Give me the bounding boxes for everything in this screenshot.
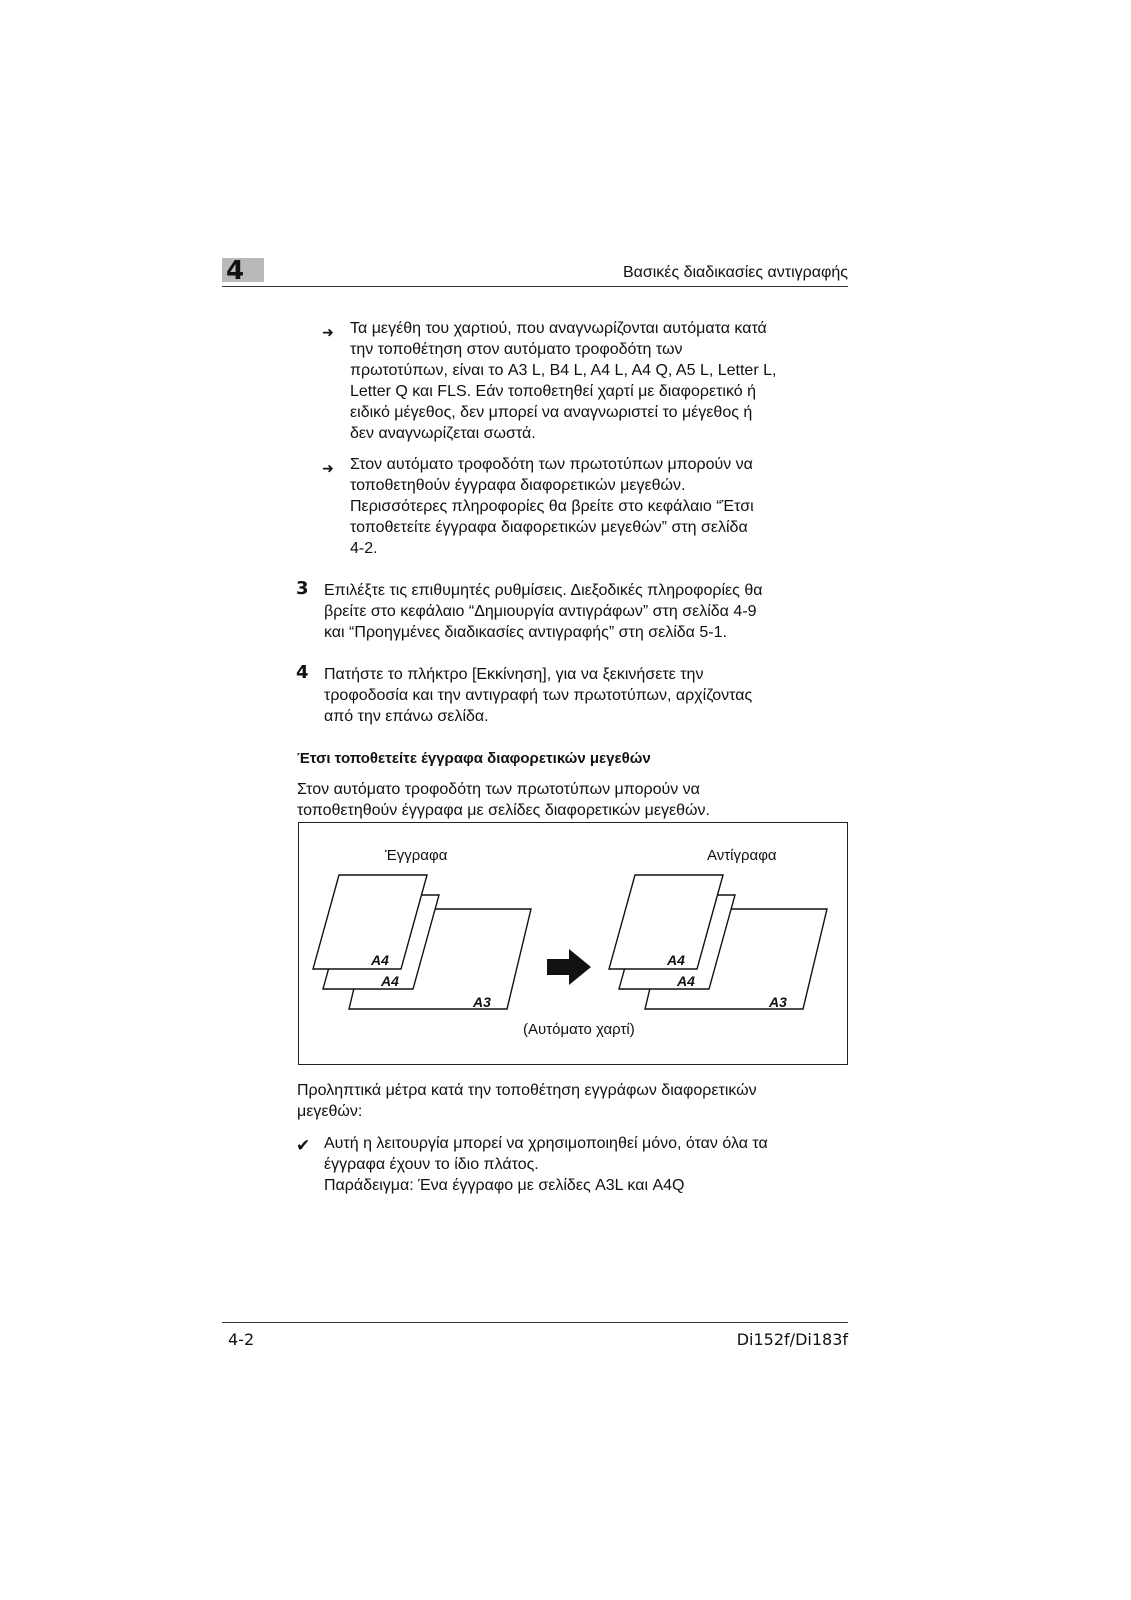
sheet-label-a4: A4 [667, 952, 685, 968]
text-line: Letter Q και FLS. Εάν τοποθετηθεί χαρτί με διαφορετικό ή [350, 383, 757, 400]
precautions-intro [297, 1080, 757, 1122]
text-line: έγγραφα έχουν το ίδιο πλάτος. [324, 1156, 539, 1173]
figure-caption: (Αυτόματο χαρτί) [523, 1021, 635, 1038]
text-line: ειδικό μέγεθος, δεν μπορεί να αναγνωριστεί το μέγεθος ή [350, 404, 753, 421]
bullet-paragraph-2 [350, 454, 754, 559]
text-line: Παράδειγμα: Ένα έγγραφο με σελίδες A3L και A4Q [324, 1177, 685, 1194]
text-line: πρωτοτύπων, είναι το A3 L, B4 L, A4 L, A4 Q, A5 L, Letter L, [350, 362, 777, 379]
mixed-size-originals-figure [298, 822, 848, 1065]
figure-drawing [299, 823, 847, 1064]
text-line: 4-2. [350, 540, 378, 557]
text-line: τοποθετηθούν έγγραφα με σελίδες διαφορετικών μεγεθών. [297, 802, 710, 819]
sheet-label-a3: A3 [473, 994, 491, 1010]
arrow-bullet-icon: ➜ [322, 324, 334, 340]
running-header-title: Βασικές διαδικασίες αντιγραφής [622, 264, 848, 281]
text-line: τοποθετηθούν έγγραφα διαφορετικών μεγεθών. [350, 477, 686, 494]
text-line: Επιλέξτε τις επιθυμητές ρυθμίσεις. Διεξοδικές πληροφορίες θα [324, 582, 763, 599]
sheet-label-a4: A4 [381, 973, 399, 989]
text-line: τροφοδοσία και την αντιγραφή των πρωτοτύπων, αρχίζοντας [324, 687, 753, 704]
step-number-4: 4 [296, 662, 309, 683]
step-3-text [324, 580, 762, 643]
precaution-item [324, 1133, 768, 1196]
sheet-label-a3: A3 [769, 994, 787, 1010]
step-4-text [324, 664, 752, 727]
figure-label-originals: Έγγραφα [385, 847, 448, 864]
sheet-label-a4: A4 [371, 952, 389, 968]
text-line: μεγεθών: [297, 1103, 363, 1120]
page-number: 4-2 [228, 1330, 255, 1349]
text-line: Στον αυτόματο τροφοδότη των πρωτοτύπων μπορούν να [297, 781, 700, 798]
checkmark-icon: ✔ [296, 1136, 311, 1155]
sheet-label-a4: A4 [677, 973, 695, 989]
bullet-paragraph-1 [350, 318, 776, 444]
text-line: δεν αναγνωρίζεται σωστά. [350, 425, 536, 442]
section-intro [297, 779, 710, 821]
text-line: Στον αυτόματο τροφοδότη των πρωτοτύπων μπορούν να [350, 456, 753, 473]
text-line: την τοποθέτηση στον αυτόματο τροφοδότη των [350, 341, 683, 358]
chapter-number: 4 [226, 256, 245, 286]
right-arrow-icon [547, 949, 591, 985]
text-line: Περισσότερες πληροφορίες θα βρείτε στο κεφάλαιο “Έτσι [350, 498, 754, 515]
text-line: Αυτή η λειτουργία μπορεί να χρησιμοποιηθεί μόνο, όταν όλα τα [324, 1135, 768, 1152]
figure-label-copies: Αντίγραφα [707, 847, 777, 864]
text-line: Προληπτικά μέτρα κατά την τοποθέτηση εγγράφων διαφορετικών [297, 1082, 757, 1099]
text-line: και “Προηγμένες διαδικασίες αντιγραφής” στη σελίδα 5-1. [324, 624, 727, 641]
model-name: Di152f/Di183f [736, 1330, 848, 1349]
header-rule [222, 286, 848, 287]
footer-rule [222, 1322, 848, 1323]
section-heading: Έτσι τοποθετείτε έγγραφα διαφορετικών μεγεθών [297, 750, 651, 767]
text-line: τοποθετείτε έγγραφα διαφορετικών μεγεθών” στη σελίδα [350, 519, 748, 536]
step-number-3: 3 [296, 578, 309, 599]
arrow-bullet-icon: ➜ [322, 460, 334, 476]
text-line: Πατήστε το πλήκτρο [Εκκίνηση], για να ξεκινήσετε την [324, 666, 704, 683]
text-line: από την επάνω σελίδα. [324, 708, 489, 725]
text-line: βρείτε στο κεφάλαιο “Δημιουργία αντιγράφων” στη σελίδα 4-9 [324, 603, 757, 620]
text-line: Τα μεγέθη του χαρτιού, που αναγνωρίζονται αυτόματα κατά [350, 320, 767, 337]
